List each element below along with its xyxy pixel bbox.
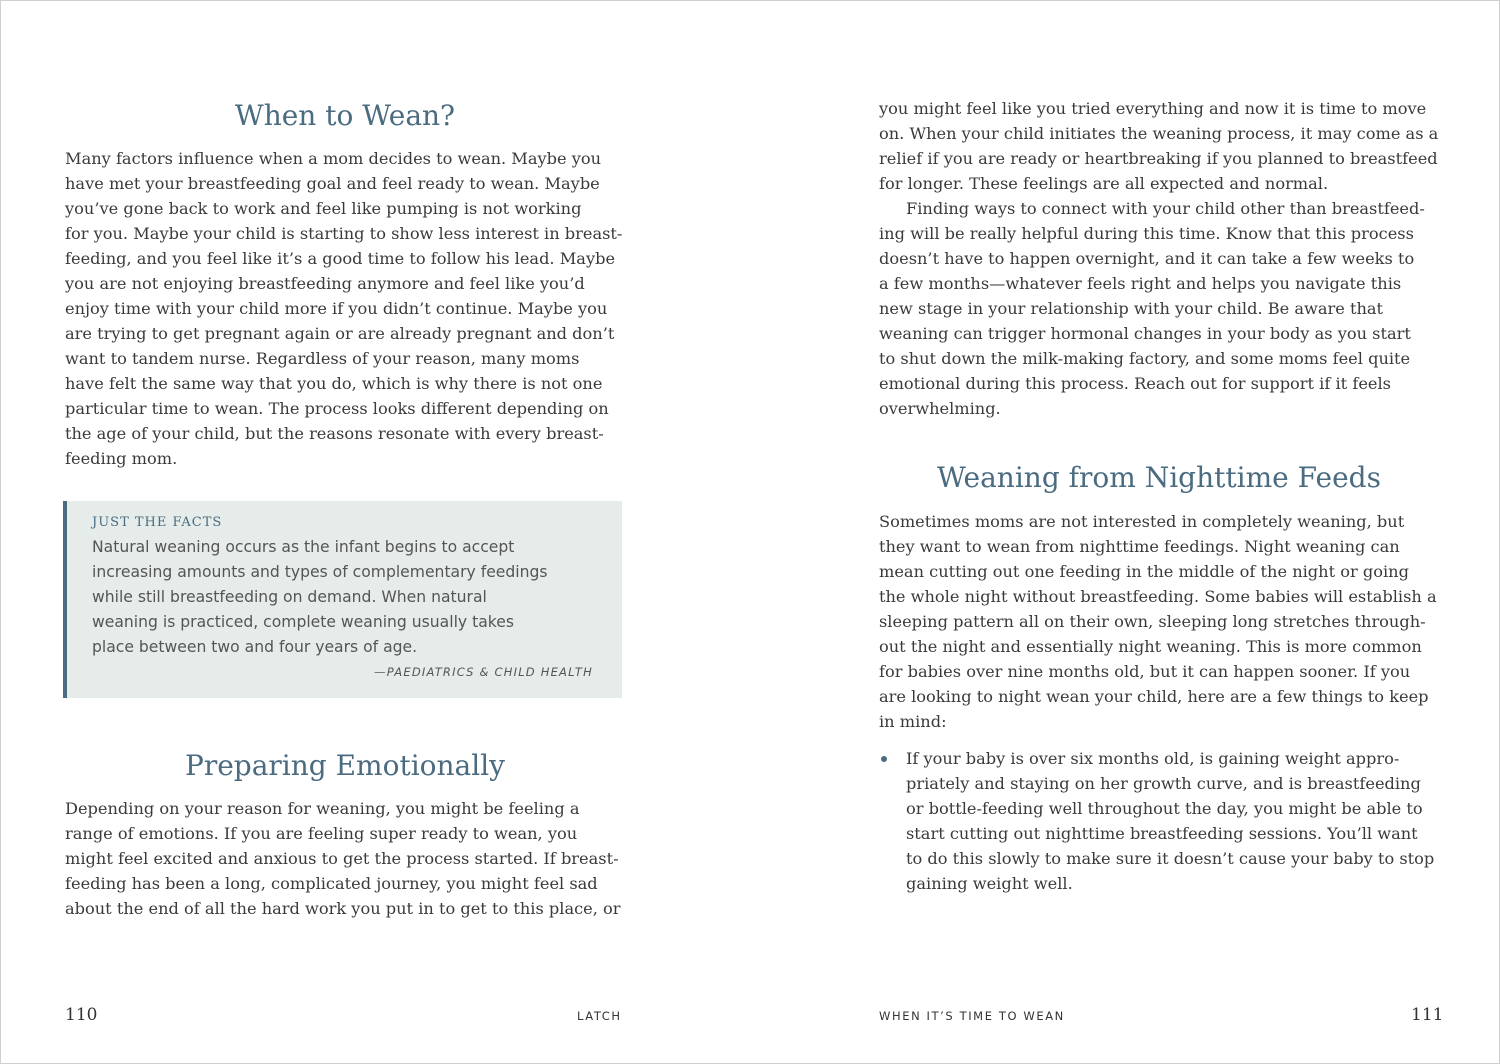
just-the-facts-box <box>63 501 622 698</box>
paragraph-when-to-wean: Many factors influence when a mom decides to wean. Maybe you have met your breastfeeding goal and feel ready to wean. Maybe you’ve gone back to work and feel like pumping is not working for you. Maybe your child is starting to show less interest in breast- feeding, and you feel like it’s a good time to follow his lead. Maybe you are not enjoying breastfeeding anymore and feel like you’d enjoy time with your child more if you didn’t continue. Maybe you are trying to get pregnant again or are already pregnant and don’t want to tandem nurse. Regardless of your reason, many moms have felt the same way that you do, which is why there is not one particular time to wean. The process looks different depending on the age of your child, but the reasons resonate with every breast- feeding mom. <box>65 149 623 468</box>
running-head-right: WHEN IT’S TIME TO WEAN <box>879 1009 1065 1023</box>
paragraph-preparing-emotionally: Depending on your reason for weaning, you might be feeling a range of emotions. If you are feeling super ready to wean, you might feel excited and anxious to get the process started. If breast- feeding has been a long, complicated journey, you might feel sad about the end of all the hard work you put in to get to this place, or <box>65 799 621 918</box>
page-number-right: 111 <box>1411 1005 1444 1025</box>
heading-weaning-nighttime: Weaning from Nighttime Feeds <box>937 461 1381 494</box>
facts-body: Natural weaning occurs as the infant begins to accept increasing amounts and types of complementary feedings while still breastfeeding on demand. When natural weaning is practiced, complete weaning usually takes place between two and four years of age. <box>92 538 548 656</box>
paragraph-nighttime: Sometimes moms are not interested in completely weaning, but they want to wean from nighttime feedings. Night weaning can mean cutting out one feeding in the middle of the night or going the whole night without breastfeeding. Some babies will establish a sleeping pattern all on their own, sleeping long stretches through- out the night and essentially night weaning. This is more common for babies over nine months old, but it can happen sooner. If you are looking to night wean your child, here are a few things to keep in mind: <box>879 512 1437 731</box>
running-head-left: LATCH <box>577 1009 622 1023</box>
heading-when-to-wean: When to Wean? <box>234 99 456 132</box>
facts-heading: JUST THE FACTS <box>92 515 223 530</box>
paragraph-continued: you might feel like you tried everything and now it is time to move on. When your child initiates the weaning process, it may come as a relief if you are ready or heartbreaking if you planned to breastfeed for longer. These feelings are all expected and normal. <box>879 99 1439 193</box>
heading-preparing-emotionally: Preparing Emotionally <box>185 749 505 782</box>
bullet-list <box>879 746 1439 896</box>
facts-source: —PAEDIATRICS & CHILD HEALTH <box>374 665 593 679</box>
page-number-left: 110 <box>65 1005 98 1025</box>
list-item: If your baby is over six months old, is gaining weight appro- priately and staying on her growth curve, and is breastfeeding or bottle-feeding well throughout the day, you might be able to start cutting out nighttime breastfeeding sessions. You’ll want to do this slowly to make sure it doesn’t cause your baby to stop gaining weight well. <box>879 746 1439 896</box>
paragraph-finding-ways: Finding ways to connect with your child other than breastfeed- ing will be really helpful during this time. Know that this process doesn’t have to happen overnight, and it can take a few weeks to a few months—whatever feels right and helps you navigate this new stage in your relationship with your child. Be aware that weaning can trigger hormonal changes in your body as you start to shut down the milk-making factory, and some moms feel quite emotional during this process. Reach out for support if it feels overwhelming. <box>879 199 1425 418</box>
bullet-icon <box>881 756 887 762</box>
